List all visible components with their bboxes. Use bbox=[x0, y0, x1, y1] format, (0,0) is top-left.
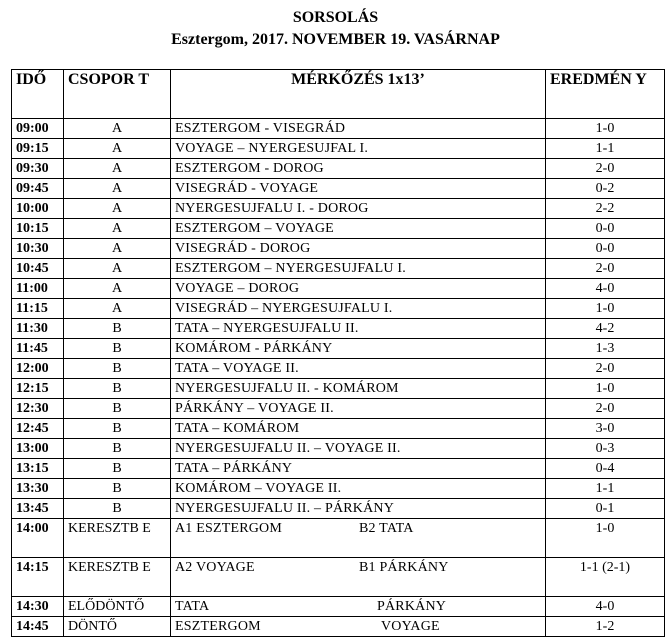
table-row bbox=[12, 399, 665, 419]
table-header-row bbox=[12, 70, 665, 119]
match-teams bbox=[171, 597, 546, 617]
match-result: 2-0 bbox=[546, 399, 665, 419]
match-group: B bbox=[64, 339, 171, 359]
match-teams: KOMÁROM – VOYAGE II. bbox=[171, 479, 546, 499]
table-row bbox=[12, 379, 665, 399]
match-result: 0-0 bbox=[546, 239, 665, 259]
team-b: PÁRKÁNY bbox=[377, 599, 447, 614]
table-row bbox=[12, 459, 665, 479]
match-result: 0-3 bbox=[546, 439, 665, 459]
team-b: B1 PÁRKÁNY bbox=[359, 560, 449, 575]
table-row-final bbox=[12, 519, 665, 558]
match-teams: TATA – VOYAGE II. bbox=[171, 359, 546, 379]
match-group: A bbox=[64, 199, 171, 219]
match-group: B bbox=[64, 479, 171, 499]
table-row bbox=[12, 139, 665, 159]
document-subtitle: Esztergom, 2017. NOVEMBER 19. VASÁRNAP bbox=[171, 31, 500, 48]
match-result: 2-0 bbox=[546, 359, 665, 379]
match-time: 13:45 bbox=[12, 499, 64, 519]
team-b: B2 TATA bbox=[359, 521, 414, 536]
table-row-final bbox=[12, 597, 665, 617]
table-row bbox=[12, 259, 665, 279]
header-time: IDŐ bbox=[12, 70, 64, 119]
match-result: 1-0 bbox=[546, 379, 665, 399]
match-group: B bbox=[64, 419, 171, 439]
team-a: TATA bbox=[175, 599, 210, 614]
table-row-final bbox=[12, 617, 665, 637]
match-group: A bbox=[64, 139, 171, 159]
match-time: 11:45 bbox=[12, 339, 64, 359]
table-row bbox=[12, 239, 665, 259]
table-row bbox=[12, 359, 665, 379]
match-result: 0-0 bbox=[546, 219, 665, 239]
match-group: A bbox=[64, 219, 171, 239]
table-row bbox=[12, 339, 665, 359]
table-row bbox=[12, 419, 665, 439]
match-teams: PÁRKÁNY – VOYAGE II. bbox=[171, 399, 546, 419]
table-row bbox=[12, 439, 665, 459]
match-time: 14:30 bbox=[12, 597, 64, 617]
match-time: 09:30 bbox=[12, 159, 64, 179]
match-group: B bbox=[64, 459, 171, 479]
match-group: A bbox=[64, 279, 171, 299]
table-row bbox=[12, 199, 665, 219]
match-result: 3-0 bbox=[546, 419, 665, 439]
match-teams bbox=[171, 519, 546, 558]
table-row bbox=[12, 119, 665, 139]
match-teams: NYERGESUJFALU I. - DOROG bbox=[171, 199, 546, 219]
schedule-body bbox=[12, 119, 665, 637]
match-teams bbox=[171, 558, 546, 597]
match-result: 1-3 bbox=[546, 339, 665, 359]
match-teams: VOYAGE – NYERGESUJFAL I. bbox=[171, 139, 546, 159]
match-time: 14:45 bbox=[12, 617, 64, 637]
match-group: A bbox=[64, 179, 171, 199]
match-time: 13:30 bbox=[12, 479, 64, 499]
match-group: B bbox=[64, 379, 171, 399]
match-result: 1-2 bbox=[546, 617, 665, 637]
match-result: 1-1 bbox=[546, 139, 665, 159]
match-group: B bbox=[64, 439, 171, 459]
table-row bbox=[12, 299, 665, 319]
table-row bbox=[12, 319, 665, 339]
match-group: A bbox=[64, 299, 171, 319]
document-title: SORSOLÁS bbox=[292, 9, 379, 26]
match-teams bbox=[171, 617, 546, 637]
match-stage: DÖNTŐ bbox=[64, 617, 171, 637]
match-time: 11:30 bbox=[12, 319, 64, 339]
match-group: A bbox=[64, 159, 171, 179]
table-row bbox=[12, 159, 665, 179]
match-time: 12:30 bbox=[12, 399, 64, 419]
team-a: ESZTERGOM bbox=[175, 619, 261, 634]
header-result: EREDMÉN Y bbox=[546, 70, 665, 119]
match-time: 09:45 bbox=[12, 179, 64, 199]
match-teams: VISEGRÁD - VOYAGE bbox=[171, 179, 546, 199]
match-result: 2-2 bbox=[546, 199, 665, 219]
match-time: 10:45 bbox=[12, 259, 64, 279]
match-group: A bbox=[64, 259, 171, 279]
match-time: 13:00 bbox=[12, 439, 64, 459]
match-teams: NYERGESUJFALU II. – PÁRKÁNY bbox=[171, 499, 546, 519]
match-group: B bbox=[64, 319, 171, 339]
match-result: 0-4 bbox=[546, 459, 665, 479]
header-group: CSOPOR T bbox=[64, 70, 171, 119]
match-stage: KERESZTB E bbox=[64, 558, 171, 597]
match-result: 2-0 bbox=[546, 259, 665, 279]
table-row bbox=[12, 179, 665, 199]
team-a: A2 VOYAGE bbox=[175, 560, 255, 575]
match-result: 1-1 (2-1) bbox=[546, 558, 665, 597]
match-teams: TATA – KOMÁROM bbox=[171, 419, 546, 439]
table-row bbox=[12, 479, 665, 499]
match-result: 2-0 bbox=[546, 159, 665, 179]
header-match: MÉRKŐZÉS 1x13’ bbox=[171, 70, 546, 119]
match-time: 12:45 bbox=[12, 419, 64, 439]
match-teams: KOMÁROM - PÁRKÁNY bbox=[171, 339, 546, 359]
match-result: 1-0 bbox=[546, 299, 665, 319]
match-time: 12:00 bbox=[12, 359, 64, 379]
match-result: 4-2 bbox=[546, 319, 665, 339]
match-group: B bbox=[64, 499, 171, 519]
match-time: 11:00 bbox=[12, 279, 64, 299]
match-group: A bbox=[64, 119, 171, 139]
match-time: 09:15 bbox=[12, 139, 64, 159]
match-time: 10:30 bbox=[12, 239, 64, 259]
team-a: A1 ESZTERGOM bbox=[175, 521, 283, 536]
match-time: 11:15 bbox=[12, 299, 64, 319]
match-group: B bbox=[64, 399, 171, 419]
match-stage: ELŐDÖNTŐ bbox=[64, 597, 171, 617]
match-teams: VOYAGE – DOROG bbox=[171, 279, 546, 299]
table-row bbox=[12, 219, 665, 239]
match-teams: ESZTERGOM - VISEGRÁD bbox=[171, 119, 546, 139]
match-teams: NYERGESUJFALU II. – VOYAGE II. bbox=[171, 439, 546, 459]
match-time: 13:15 bbox=[12, 459, 64, 479]
table-row bbox=[12, 279, 665, 299]
match-result: 4-0 bbox=[546, 279, 665, 299]
match-result: 1-0 bbox=[546, 519, 665, 558]
match-time: 12:15 bbox=[12, 379, 64, 399]
team-b: VOYAGE bbox=[381, 619, 440, 634]
table-row bbox=[12, 499, 665, 519]
match-teams: VISEGRÁD - DOROG bbox=[171, 239, 546, 259]
schedule-table bbox=[11, 69, 665, 637]
match-teams: TATA – NYERGESUJFALU II. bbox=[171, 319, 546, 339]
match-group: A bbox=[64, 239, 171, 259]
match-time: 10:00 bbox=[12, 199, 64, 219]
match-teams: ESZTERGOM – NYERGESUJFALU I. bbox=[171, 259, 546, 279]
match-result: 0-1 bbox=[546, 499, 665, 519]
match-time: 14:15 bbox=[12, 558, 64, 597]
match-result: 4-0 bbox=[546, 597, 665, 617]
match-time: 10:15 bbox=[12, 219, 64, 239]
match-time: 14:00 bbox=[12, 519, 64, 558]
match-result: 0-2 bbox=[546, 179, 665, 199]
match-group: B bbox=[64, 359, 171, 379]
match-result: 1-1 bbox=[546, 479, 665, 499]
match-teams: ESZTERGOM - DOROG bbox=[171, 159, 546, 179]
match-teams: ESZTERGOM – VOYAGE bbox=[171, 219, 546, 239]
match-teams: NYERGESUJFALU II. - KOMÁROM bbox=[171, 379, 546, 399]
match-stage: KERESZTB E bbox=[64, 519, 171, 558]
match-teams: TATA – PÁRKÁNY bbox=[171, 459, 546, 479]
table-row-final bbox=[12, 558, 665, 597]
match-time: 09:00 bbox=[12, 119, 64, 139]
match-result: 1-0 bbox=[546, 119, 665, 139]
match-teams: VISEGRÁD – NYERGESUJFALU I. bbox=[171, 299, 546, 319]
